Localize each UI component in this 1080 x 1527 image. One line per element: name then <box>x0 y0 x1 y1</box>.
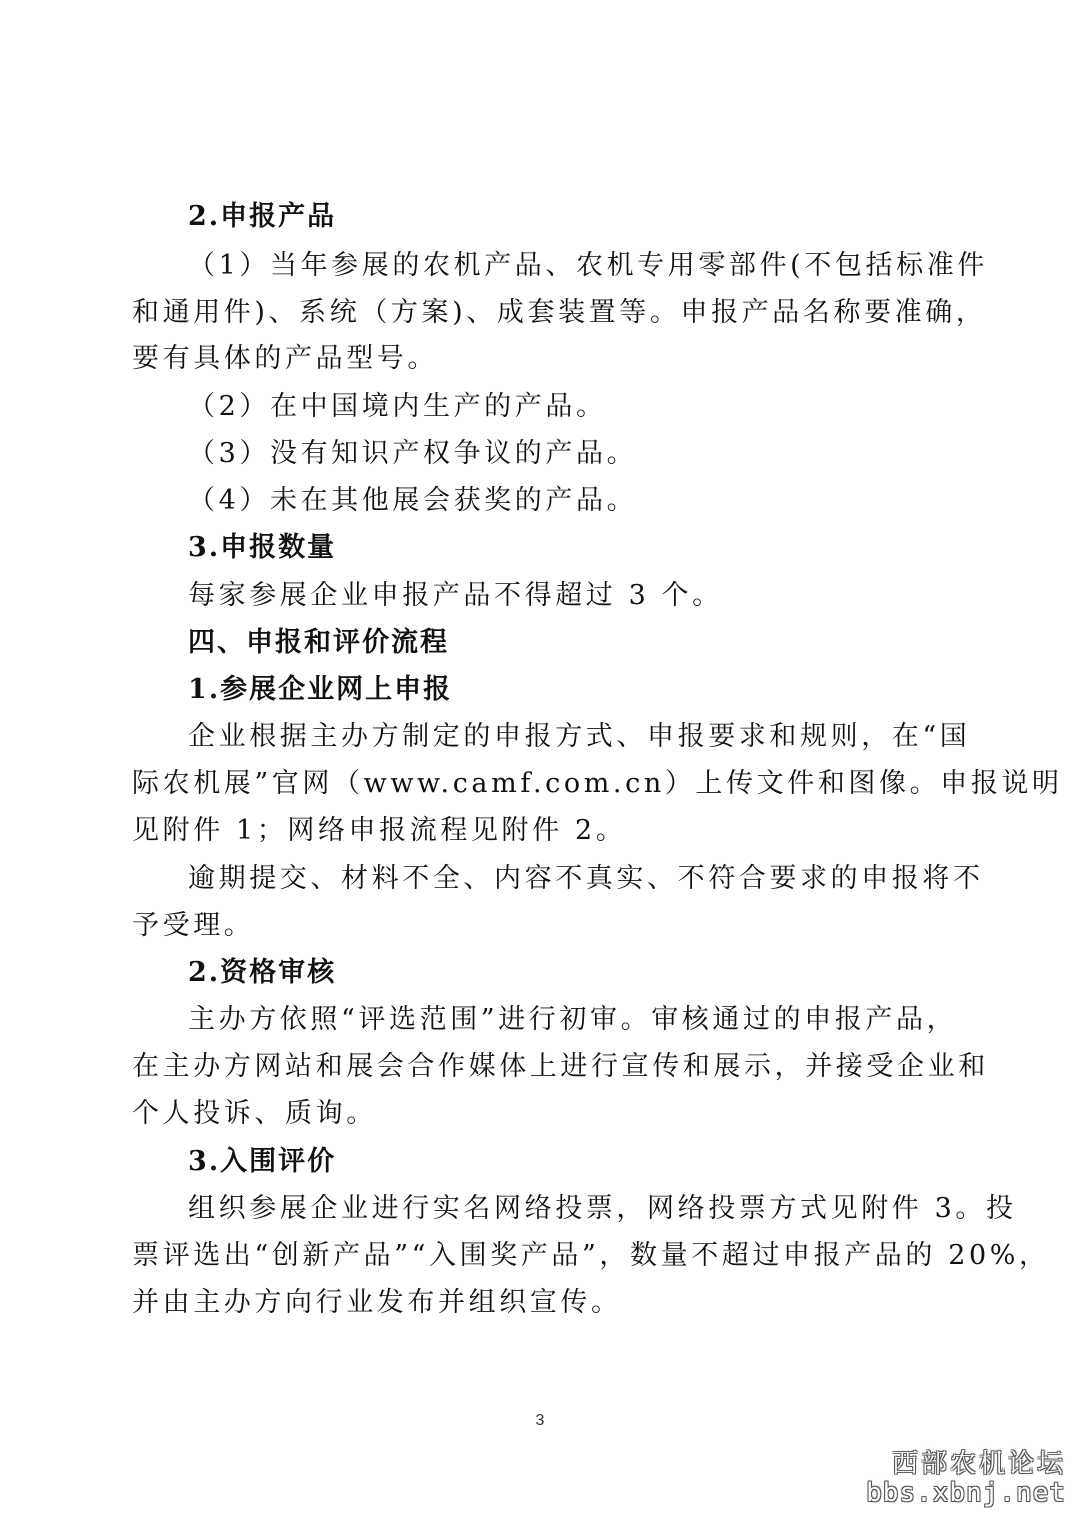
paragraph-line: 组织参展企业进行实名网络投票，网络投票方式见附件 3。投 <box>188 1193 1017 1224</box>
watermark-site-url: bbs.xbnj.net <box>866 1478 1066 1508</box>
page-number: 3 <box>535 1412 545 1429</box>
chapter-heading-process: 四、申报和评价流程 <box>188 627 449 658</box>
paragraph-line: 和通用件)、系统（方案)、成套装置等。申报产品名称要准确， <box>132 297 987 328</box>
paragraph-line: 个人投诉、质询。 <box>132 1098 377 1129</box>
section-heading-declared-quantity: 3.申报数量 <box>188 532 337 563</box>
paragraph-line: 予受理。 <box>132 910 255 941</box>
paragraph-line: 每家参展企业申报产品不得超过 3 个。 <box>188 580 723 611</box>
paragraph-line: 并由主办方向行业发布并组织宣传。 <box>132 1287 622 1318</box>
paragraph-line: 企业根据主办方制定的申报方式、申报要求和规则，在“国 <box>188 721 971 752</box>
section-heading-qualification-review: 2.资格审核 <box>188 957 337 988</box>
paragraph-line: 逾期提交、材料不全、内容不真实、不符合要求的申报将不 <box>188 863 984 894</box>
paragraph-line: 在主办方网站和展会合作媒体上进行宣传和展示，并接受企业和 <box>132 1051 989 1082</box>
paragraph-line: 际农机展”官网（www.camf.com.cn）上传文件和图像。申报说明 <box>132 768 1063 799</box>
paragraph-line: （2）在中国境内生产的产品。 <box>188 391 607 422</box>
paragraph-line: （1）当年参展的农机产品、农机专用零部件(不包括标准件 <box>188 250 988 281</box>
section-heading-online-declaration: 1.参展企业网上申报 <box>188 674 453 705</box>
section-heading-shortlist-evaluation: 3.入围评价 <box>188 1146 337 1177</box>
paragraph-line: 主办方依照“评选范围”进行初审。审核通过的申报产品， <box>188 1004 958 1035</box>
section-heading-declared-products: 2.申报产品 <box>188 201 337 232</box>
paragraph-line: 票评选出“创新产品”“入围奖产品”，数量不超过申报产品的 20%， <box>132 1240 1050 1271</box>
paragraph-line: 见附件 1；网络申报流程见附件 2。 <box>132 815 627 846</box>
paragraph-line: （4）未在其他展会获奖的产品。 <box>188 485 638 516</box>
paragraph-line: （3）没有知识产权争议的产品。 <box>188 438 638 469</box>
watermark-site-name: 西部农机论坛 <box>891 1449 1066 1479</box>
paragraph-line: 要有具体的产品型号。 <box>132 343 438 374</box>
